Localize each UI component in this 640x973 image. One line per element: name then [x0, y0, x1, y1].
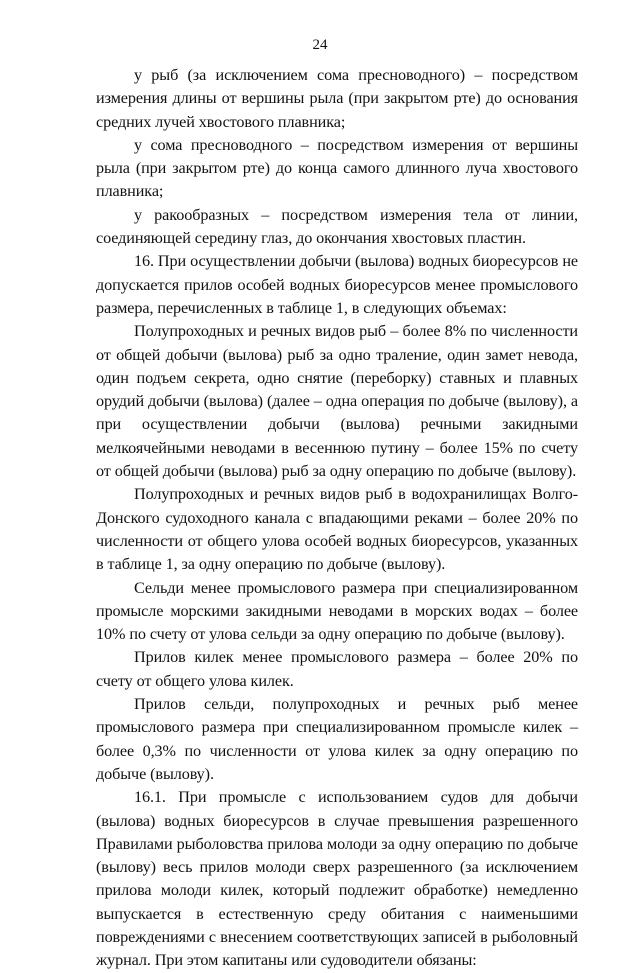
paragraph-catfish-measurement: у сома пресноводного – посредством измерения от вершины рыла (при закрытом рте) до конца самого длинного луча хвостового плавника;	[96, 135, 578, 201]
paragraph-herring-limit: Сельди менее промыслового размера при специализированном промысле морскими закидными неводами в морских водах – более 10% по счету от улова сельди за одну операцию по добыче (вылову).	[96, 578, 578, 644]
paragraph-semi-anadromous-limit: Полупроходных и речных видов рыб – более 8% по численности от общей добычи (вылова) рыб за одно траление, один замет невода, один подъем секрета, одно снятие (переборку) ставных и плавных орудий добычи (вылова) (далее – одна операция по добыче (вылову), а при осуществлении добычи (вылова) речными закидными мелкоячейными неводами в весеннюю путину – более 15% по счету от общей добычи (вылова) рыб за одну операцию по добыче (вылову).	[96, 322, 578, 481]
page-number: 24	[312, 37, 328, 53]
paragraph-volga-don-limit: Полупроходных и речных видов рыб в водохранилищах Волго-Донского судоходного канала с впадающими реками – более 20% по численности от общего улова особей водных биоресурсов, указанных в таблице 1, за одну операцию по добыче (вылову).	[96, 485, 578, 574]
paragraph-crustacean-measurement: у ракообразных – посредством измерения тела от линии, соединяющей середину глаз, до окончания хвостовых пластин.	[96, 205, 578, 248]
paragraph-section-16: 16. При осуществлении добычи (вылова) водных биоресурсов не допускается прилов особей водных биоресурсов менее промыслового размера, перечисленных в таблице 1, в следующих объемах:	[96, 252, 578, 317]
paragraph-sprat-limit: Прилов килек менее промыслового размера – более 20% по счету от общего улова килек.	[96, 648, 578, 690]
paragraph-sprat-bycatch-limit: Прилов сельди, полупроходных и речных рыб менее промыслового размера при специализированном промысле килек – более 0,3% по численности от улова килек за одну операцию по добыче (вылову).	[96, 695, 578, 783]
paragraph-section-16-1: 16.1. При промысле с использованием судов для добычи (вылова) водных биоресурсов в случае превышения разрешенного Правилами рыболовства прилова молоди за одну операцию по добыче (вылову) весь прилов молоди сверх разрешенного (за исключением прилова молоди килек, который подлежит обработке) немедленно выпускается в естественную среду обитания с наименьшими повреждениями с внесением соответствующих записей в рыболовный журнал. При этом капитаны или судоводители обязаны:	[96, 788, 578, 970]
body-text	[96, 64, 578, 973]
paragraph-fish-measurement: у рыб (за исключением сома пресноводного) – посредством измерения длины от вершины рыла (при закрытом рте) до основания средних лучей хвостового плавника;	[96, 66, 578, 131]
